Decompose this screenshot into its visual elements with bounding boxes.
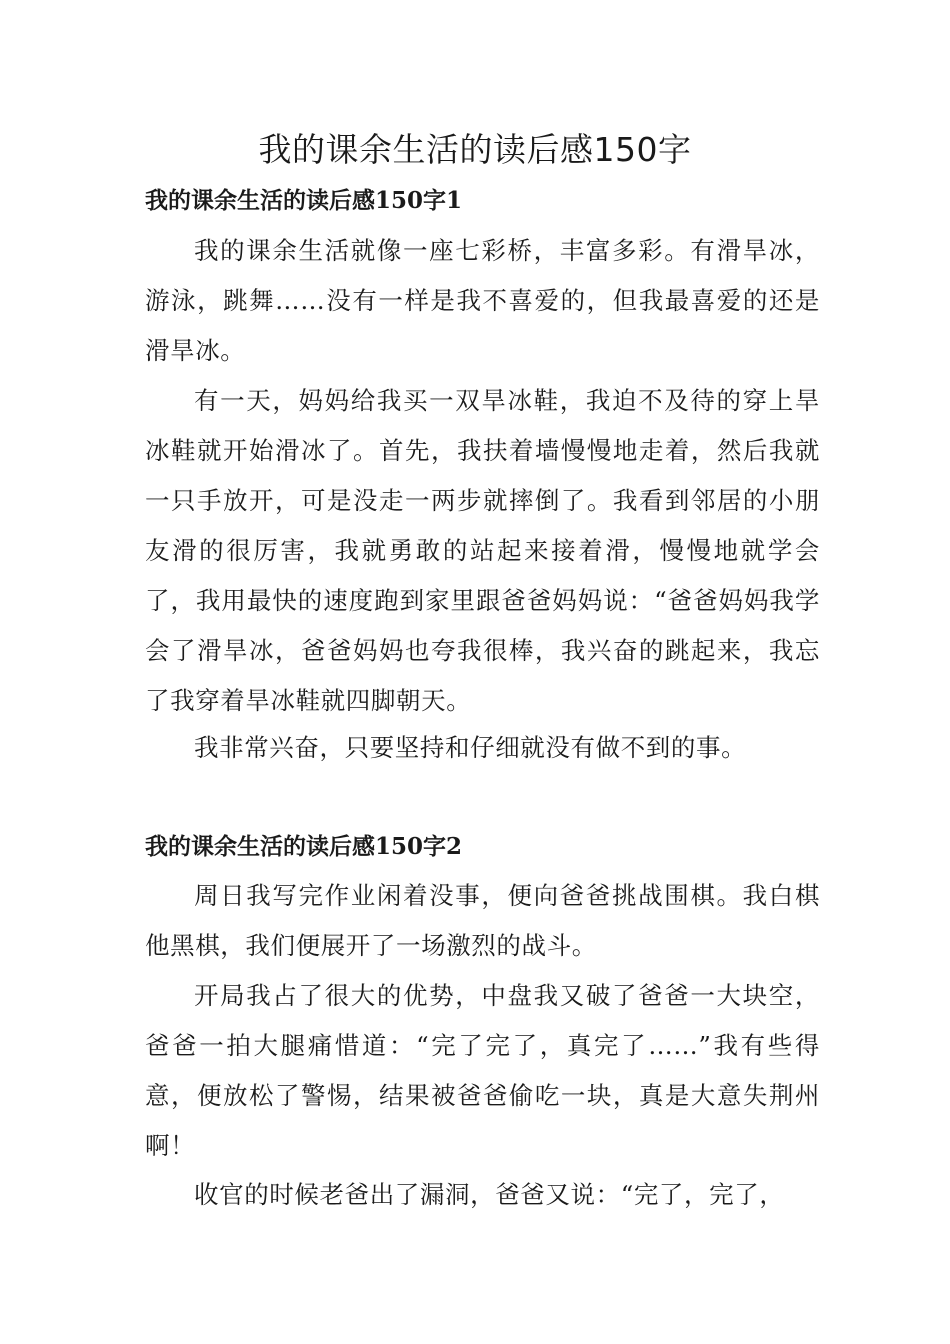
section-heading-2: 我的课余生活的读后感150字2 (145, 833, 463, 860)
paragraph-2-3: 收官的时候老爸出了漏洞，爸爸又说：“完了，完了， (194, 1180, 785, 1209)
paragraph-2-1: 周日我写完作业闲着没事，便向爸爸挑战围棋。我白棋他黑棋，我们便展开了一场激烈的战斗。 (145, 881, 820, 960)
document-title: 我的课余生活的读后感150字 (258, 130, 692, 169)
paragraph-1-2: 有一天，妈妈给我买一双旱冰鞋，我迫不及待的穿上旱冰鞋就开始滑冰了。首先，我扶着墙慢慢地走着，然后我就一只手放开，可是没走一两步就摔倒了。我看到邻居的小朋友滑的很厉害，我就勇敢的站起来接着滑，慢慢地就学会了，我用最快的速度跑到家里跟爸爸妈妈说：“爸爸妈妈我学会了滑旱冰，爸爸妈妈也夸我很棒，我兴奋的跳起来，我忘了我穿着旱冰鞋就四脚朝天。 (145, 386, 820, 715)
paragraph-1-3: 我非常兴奋，只要坚持和仔细就没有做不到的事。 (194, 733, 747, 762)
section-heading-1: 我的课余生活的读后感150字1 (145, 187, 463, 214)
paragraph-1-1: 我的课余生活就像一座七彩桥，丰富多彩。有滑旱冰，游泳，跳舞……没有一样是我不喜爱的，但我最喜爱的还是滑旱冰。 (145, 236, 820, 365)
paragraph-2-2: 开局我占了很大的优势，中盘我又破了爸爸一大块空，爸爸一拍大腿痛惜道：“完了完了，真完了……”我有些得意，便放松了警惕，结果被爸爸偷吃一块，真是大意失荆州啊！ (145, 981, 820, 1160)
